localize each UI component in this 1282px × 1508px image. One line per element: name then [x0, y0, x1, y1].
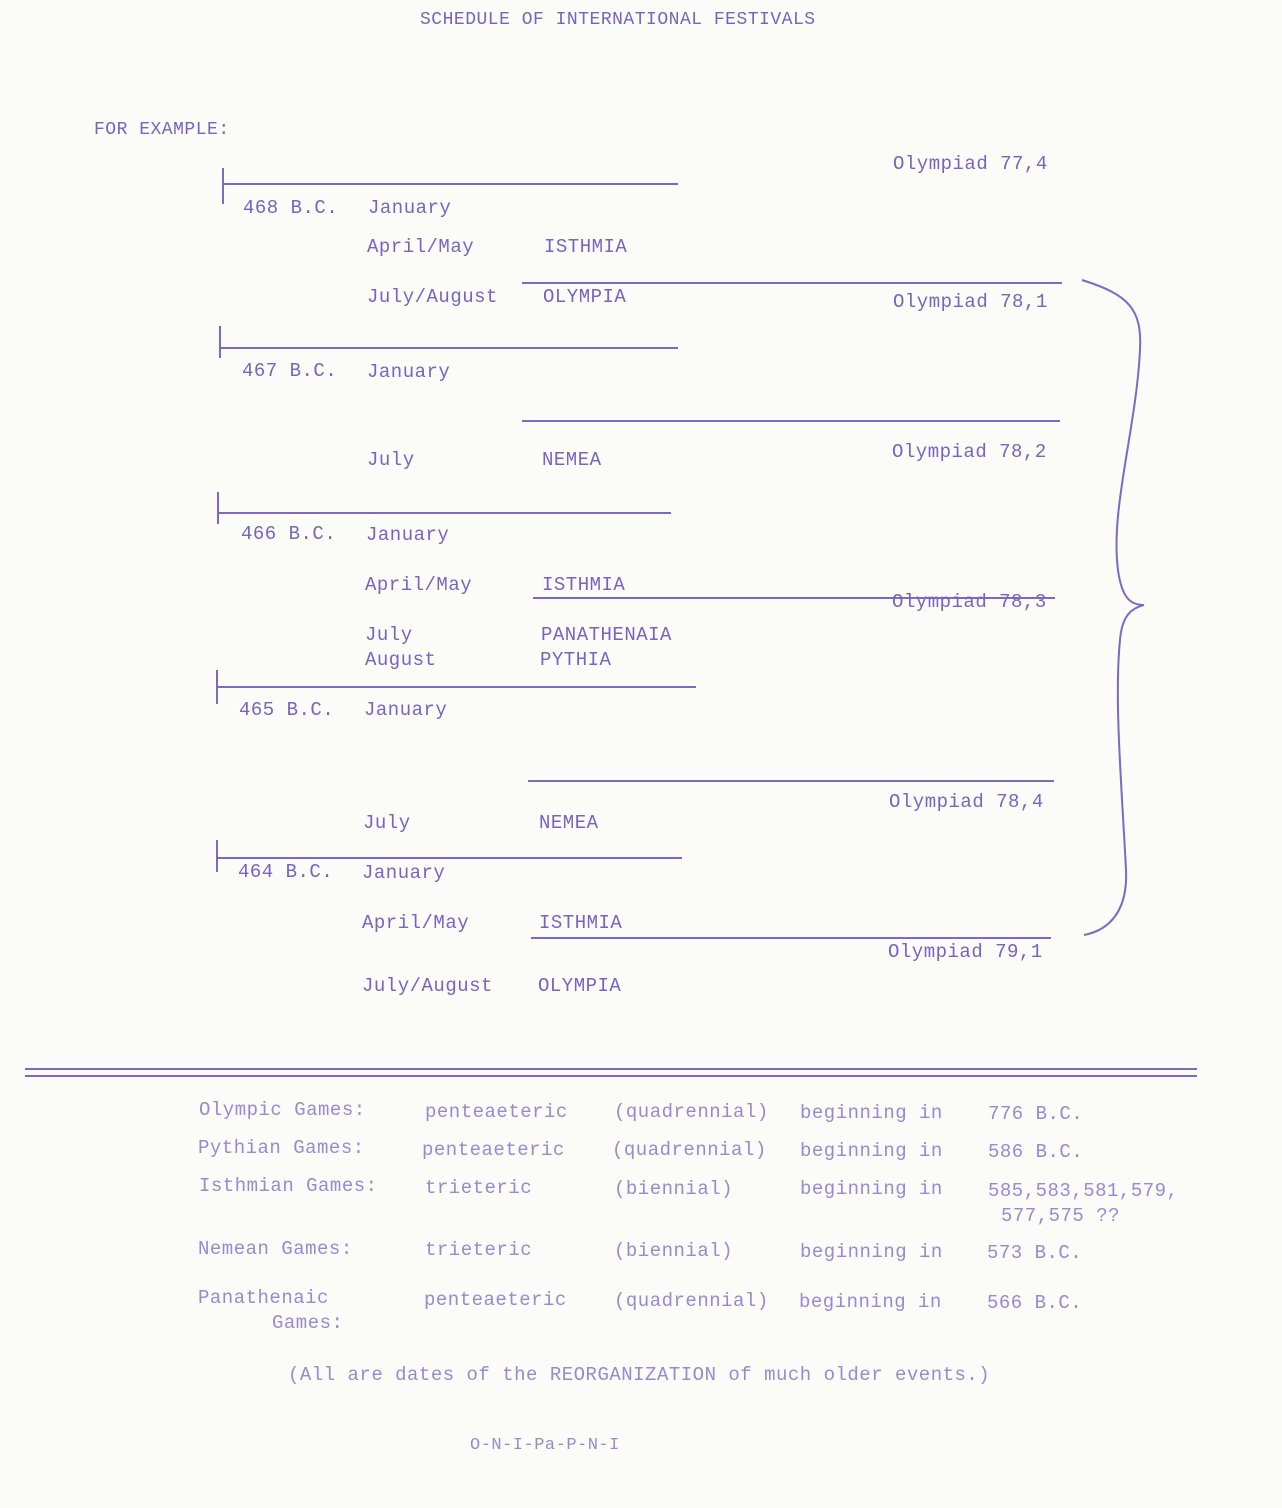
year-label: 465 B.C.: [239, 699, 335, 721]
festival-label: ISTHMIA: [542, 574, 626, 596]
game-dates: 573 B.C.: [987, 1242, 1083, 1264]
month-label: August: [365, 649, 437, 671]
festival-label: PANATHENAIA: [541, 624, 672, 646]
olympiad-boundary-line: [522, 282, 1062, 284]
month-label: July: [365, 624, 413, 646]
month-label: July: [367, 449, 415, 471]
footer-code: O-N-I-Pa-P-N-I: [470, 1436, 620, 1455]
year-divider-tick: [216, 840, 218, 872]
game-phrase: beginning in: [800, 1102, 943, 1124]
game-name: Pythian Games:: [198, 1137, 365, 1159]
olympiad-boundary-line: [528, 780, 1054, 782]
month-label: January: [366, 524, 450, 546]
page-title: SCHEDULE OF INTERNATIONAL FESTIVALS: [420, 10, 816, 30]
section-separator: [25, 1068, 1197, 1070]
game-phrase: beginning in: [800, 1241, 943, 1263]
game-cycle: trieteric: [425, 1177, 533, 1199]
game-dates: 776 B.C.: [988, 1103, 1084, 1125]
section-separator: [25, 1075, 1197, 1077]
year-divider-tick: [222, 168, 224, 204]
game-cycle: trieteric: [425, 1239, 533, 1261]
game-dates: 585,583,581,579,: [988, 1180, 1179, 1202]
year-divider-tick: [217, 492, 219, 524]
game-name: Games:: [272, 1312, 344, 1334]
game-cycle-alt: (biennial): [614, 1178, 734, 1200]
festival-label: PYTHIA: [540, 649, 612, 671]
month-label: July: [363, 812, 411, 834]
reorganization-note: (All are dates of the REORGANIZATION of much older events.): [288, 1364, 991, 1386]
game-cycle: penteaeteric: [422, 1139, 565, 1161]
festival-label: ISTHMIA: [539, 912, 623, 934]
olympiad-label: Olympiad 79,1: [888, 941, 1043, 963]
game-dates: 577,575 ??: [1001, 1205, 1121, 1227]
olympiad-label: Olympiad 78,3: [892, 591, 1047, 613]
year-divider-line: [219, 347, 678, 349]
game-phrase: beginning in: [800, 1178, 943, 1200]
festival-label: NEMEA: [542, 449, 602, 471]
game-name: Panathenaic: [198, 1287, 329, 1309]
game-dates: 586 B.C.: [988, 1141, 1084, 1163]
intro-label: FOR EXAMPLE:: [94, 120, 230, 140]
game-cycle-alt: (quadrennial): [614, 1290, 769, 1312]
game-cycle: penteaeteric: [425, 1101, 568, 1123]
olympiad-label: Olympiad 78,1: [893, 291, 1048, 313]
year-divider-line: [216, 686, 696, 688]
game-name: Isthmian Games:: [199, 1175, 378, 1197]
month-label: January: [364, 699, 448, 721]
game-phrase: beginning in: [799, 1291, 942, 1313]
festival-label: OLYMPIA: [538, 975, 622, 997]
olympiad-label: Olympiad 78,4: [889, 791, 1044, 813]
game-cycle-alt: (quadrennial): [614, 1101, 769, 1123]
olympiad-label: Olympiad 77,4: [893, 153, 1048, 175]
olympiad-label: Olympiad 78,2: [892, 441, 1047, 463]
game-name: Olympic Games:: [199, 1099, 366, 1121]
month-label: April/May: [367, 236, 475, 258]
year-label: 467 B.C.: [242, 360, 338, 382]
game-name: Nemean Games:: [198, 1238, 353, 1260]
year-label: 464 B.C.: [238, 861, 334, 883]
year-divider-line: [217, 512, 671, 514]
month-label: January: [367, 361, 451, 383]
month-label: April/May: [362, 912, 470, 934]
year-divider-tick: [219, 326, 221, 358]
game-dates: 566 B.C.: [987, 1292, 1083, 1314]
month-label: July/August: [362, 975, 493, 997]
festival-label: OLYMPIA: [543, 286, 627, 308]
olympiad-boundary-line: [531, 937, 1051, 939]
festival-label: NEMEA: [539, 812, 599, 834]
year-label: 466 B.C.: [241, 523, 337, 545]
month-label: January: [368, 197, 452, 219]
curly-brace-mark: [1070, 270, 1150, 950]
game-cycle-alt: (biennial): [614, 1240, 734, 1262]
year-divider-line: [216, 857, 682, 859]
year-label: 468 B.C.: [243, 197, 339, 219]
festival-label: ISTHMIA: [544, 236, 628, 258]
month-label: January: [362, 862, 446, 884]
month-label: April/May: [365, 574, 473, 596]
game-cycle: penteaeteric: [424, 1289, 567, 1311]
game-cycle-alt: (quadrennial): [612, 1139, 767, 1161]
year-divider-line: [222, 183, 678, 185]
game-phrase: beginning in: [800, 1140, 943, 1162]
month-label: July/August: [367, 286, 498, 308]
olympiad-boundary-line: [522, 420, 1060, 422]
